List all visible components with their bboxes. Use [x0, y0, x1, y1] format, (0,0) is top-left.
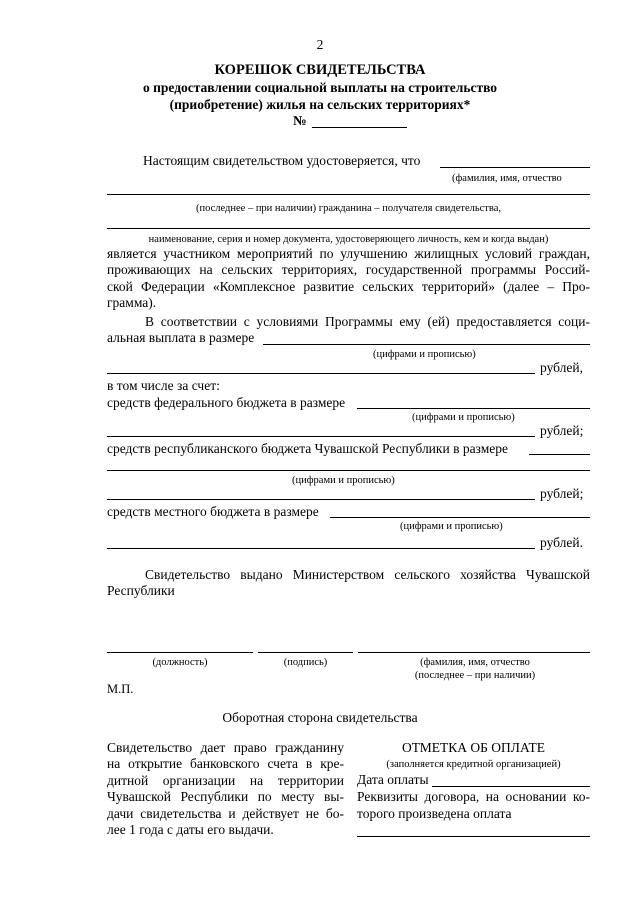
total-amount-words-line[interactable]: [107, 373, 535, 374]
local-label: средств местного бюджета в размере: [107, 504, 319, 519]
participant-paragraph: [107, 246, 590, 312]
republic-amount-line-2[interactable]: [107, 470, 590, 471]
recipient-hint-1: (фамилия, имя, отчество: [452, 173, 562, 184]
payment-date-line[interactable]: [432, 786, 590, 787]
page-number: 2: [316, 37, 324, 52]
position-hint: (должность): [152, 657, 208, 668]
official-name-line[interactable]: [358, 652, 590, 653]
reverse-left-line: дитной организации на территории: [107, 772, 344, 788]
number-label: №: [293, 113, 307, 128]
reverse-left-line: на открытие банковского счета в кре-: [107, 756, 344, 772]
digits-hint: (цифрами и прописью): [373, 349, 476, 360]
rubles-label: рублей;: [540, 486, 584, 501]
federal-label: средств федерального бюджета в размере: [107, 395, 346, 410]
official-name-hint-1: (фамилия, имя, отчество: [420, 657, 530, 668]
issued-line-1: Свидетельство выдано Министерством сельского хозяйства Чувашской: [145, 567, 590, 582]
recipient-name-line-1[interactable]: [440, 167, 590, 168]
reverse-left-line: Свидетельство дает право гражданину: [107, 740, 344, 755]
rubles-label: рублей;: [540, 423, 584, 438]
signature-hint: (подпись): [283, 657, 328, 668]
payment-date-label: Дата оплаты: [357, 772, 429, 787]
digits-hint: (цифрами и прописью): [400, 521, 503, 532]
recipient-intro: Настоящим свидетельством удостоверяется, что: [143, 153, 421, 168]
rubles-label: рублей.: [540, 535, 584, 550]
stamp-label: М.П.: [107, 682, 134, 696]
subtitle-line-2: (приобретение) жилья на сельских территориях*: [169, 97, 471, 112]
participant-line: является участником мероприятий по улучшению жилищных условий граждан,: [107, 246, 590, 261]
participant-line: проживающих на сельских территориях, государственной программы Россий-: [107, 262, 590, 278]
position-line[interactable]: [107, 652, 253, 653]
reverse-left-line: лее 1 года с даты его выдачи.: [107, 822, 274, 838]
republic-label: средств республиканского бюджета Чувашской Республики в размере: [107, 441, 508, 456]
reverse-title: Оборотная сторона свидетельства: [222, 710, 418, 725]
participant-line: ской Федерации «Комплексное развитие сельских территорий» (далее – Про-: [107, 278, 590, 294]
reverse-left-line: Чувашской Республики по месту вы-: [107, 789, 344, 805]
conditions-line-1: В соответствии с условиями Программы ему (ей) предоставляется соци-: [145, 314, 590, 329]
conditions-line-2: альная выплата в размере: [107, 330, 255, 345]
federal-amount-words-line[interactable]: [107, 436, 535, 437]
number-field-line[interactable]: [312, 127, 407, 128]
digits-hint: (цифрами и прописью): [412, 412, 515, 423]
rubles-label: рублей,: [540, 360, 584, 375]
payment-mark-hint: (заполняется кредитной организацией): [386, 759, 561, 770]
signature-line[interactable]: [258, 652, 353, 653]
digits-hint: (цифрами и прописью): [292, 475, 395, 486]
recipient-hint-3: наименование, серия и номер документа, удостоверяющего личность, кем и когда выдан): [148, 234, 549, 245]
issued-line-2: Республики: [107, 583, 175, 598]
contract-line-1: Реквизиты договора, на основании ко-: [357, 789, 590, 804]
page-title: КОРЕШОК СВИДЕТЕЛЬСТВА: [214, 62, 426, 78]
contract-line-2: торого произведена оплата: [357, 806, 512, 821]
contract-details-line[interactable]: [357, 836, 590, 837]
republic-amount-line[interactable]: [529, 454, 590, 455]
including-label: в том числе за счет:: [107, 378, 220, 393]
participant-line: грамма).: [107, 295, 157, 311]
recipient-document-line[interactable]: [107, 228, 590, 229]
total-amount-line[interactable]: [263, 344, 590, 345]
payment-mark-title: ОТМЕТКА ОБ ОПЛАТЕ: [401, 740, 546, 755]
subtitle-line-1: о предоставлении социальной выплаты на строительство: [142, 80, 498, 95]
local-amount-words-line[interactable]: [107, 548, 535, 549]
reverse-left-paragraph: [107, 740, 344, 838]
local-amount-line[interactable]: [330, 517, 590, 518]
republic-amount-words-line[interactable]: [107, 499, 535, 500]
official-name-hint-2: (последнее – при наличии): [414, 670, 536, 681]
recipient-name-line-2[interactable]: [107, 194, 590, 195]
federal-amount-line[interactable]: [357, 408, 590, 409]
reverse-left-line: дачи свидетельства и действует не бо-: [107, 805, 344, 821]
recipient-hint-2: (последнее – при наличии) гражданина – получателя свидетельства,: [195, 203, 501, 214]
